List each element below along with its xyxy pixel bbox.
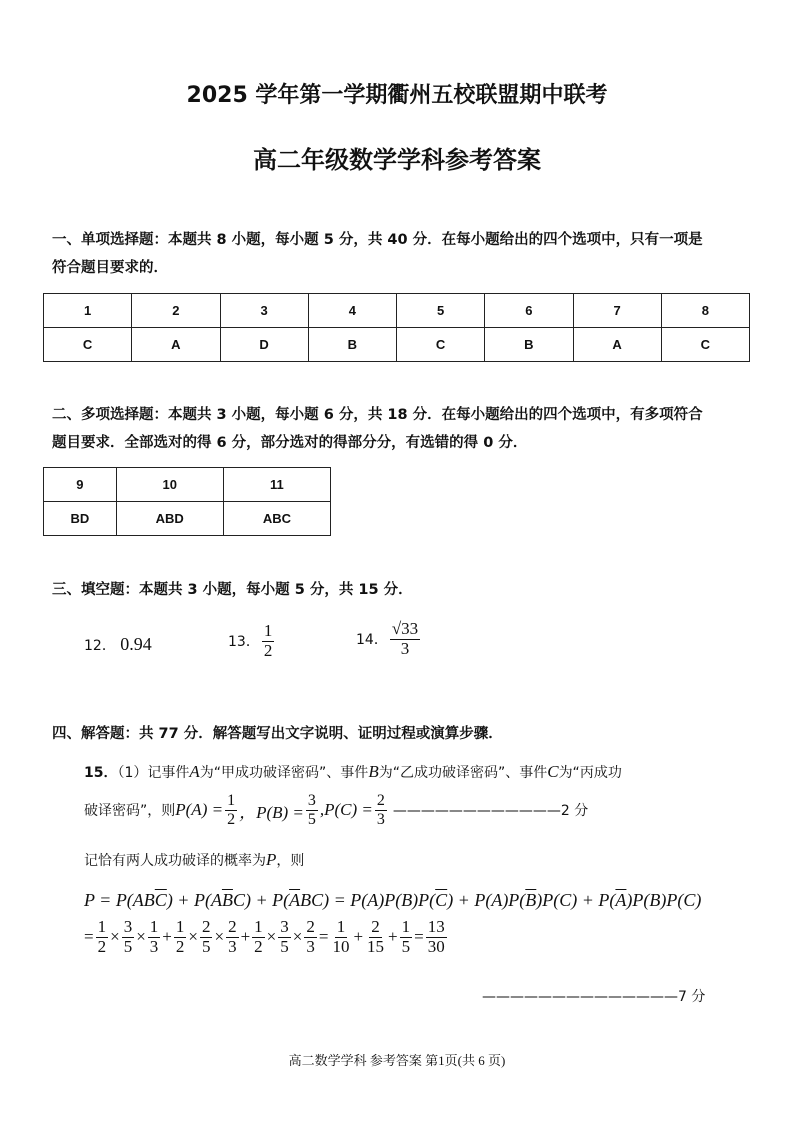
question-label: 12． [84, 638, 116, 654]
text: 为“甲成功破译密码”、事件 [199, 765, 369, 781]
answer-cell: A [132, 328, 220, 362]
q15-line3 [84, 850, 304, 870]
answer-cell: BD [44, 502, 117, 536]
pa-expr: P(A) = [175, 800, 224, 820]
answer-cell: ABC [223, 502, 330, 536]
numerator: 1 [263, 621, 273, 640]
table-row [44, 468, 331, 502]
fraction [306, 792, 318, 828]
pb-expr: ，P(B) = [239, 802, 304, 822]
text: 记事件 [147, 765, 190, 781]
part-label: （1） [117, 765, 148, 781]
answer-value: 0.94 [120, 634, 152, 654]
text: ，则 [276, 853, 305, 869]
q15-line1 [84, 762, 764, 782]
question-label: 14． [356, 632, 388, 649]
document-title: 2025 学年第一学期衢州五校联盟期中联考 [186, 83, 608, 108]
section1-heading-line1: 一、单项选择题：本题共 8 小题，每小题 5 分，共 40 分．在每小题给出的四个选项中，只有一项是 [52, 232, 703, 248]
section3-heading: 三、填空题：本题共 3 小题，每小题 5 分，共 15 分． [52, 582, 413, 598]
answer-14 [356, 620, 422, 658]
question-label: 13． [228, 634, 260, 651]
page-footer: 高二数学学科 参考答案 第1页(共 6 页) [288, 1053, 506, 1068]
fraction [262, 622, 275, 660]
text: 记恰有两人成功破译的概率为 [84, 853, 266, 869]
answer-cell: D [220, 328, 308, 362]
score-marker: ——————————————7 分 [482, 989, 706, 1005]
event-c: C [547, 762, 559, 781]
question-number: 3 [220, 294, 308, 328]
section2-heading-line1: 二、多项选择题：本题共 3 小题，每小题 6 分，共 18 分．在每小题给出的四个选项中，有多项符合 [52, 407, 703, 423]
denominator: 3 [376, 810, 385, 828]
section1-heading [52, 226, 752, 282]
denominator: 5 [307, 810, 316, 828]
answer-cell: C [661, 328, 749, 362]
single-choice-answer-table [43, 293, 750, 362]
answer-12 [84, 634, 152, 655]
numerator: 3 [307, 792, 316, 809]
answer-cell: A [573, 328, 661, 362]
question-number: 10 [116, 468, 223, 502]
question-number: 6 [485, 294, 573, 328]
section4-heading: 四、解答题：共 77 分．解答题写出文字说明、证明过程或演算步骤． [52, 726, 503, 742]
question-number: 11 [223, 468, 330, 502]
question-number: 8 [661, 294, 749, 328]
question-number: 5 [397, 294, 485, 328]
section1-heading-line2: 符合题目要求的． [52, 260, 168, 276]
event-a: A [189, 762, 200, 781]
probability-equation-line2: = $\frac{1}{2}$ × $\frac{3}{5}$ × $\frac{1}{3}$ + $\frac{1}{2}$ × $\frac{2}{5}$ × $\frac{2}{3}$ + $\frac{1}{2}$ × $\frac{3}{5}$ × $\frac{2}{3}$ = $\frac{1}{10}$ + $\frac{2}{15}$ + $\frac{1}{5}$ = $\frac{13}{30}$ [84, 917, 445, 956]
probability-equation-line1: $P = P(AB\overline{C}) + P(A\overline{B}C) + P(\overline{A}BC) = P(A)P(B)P(\overline{C}) + P(A)P(\overline{B})P(C) + P(\overline{A})P(B)P(C)$ [84, 890, 702, 910]
text: 为“丙成功 [558, 765, 622, 781]
section2-heading-line2: 题目要求．全部选对的得 6 分，部分选对的得部分分，有选错的得 0 分． [52, 435, 528, 451]
score-marker: ————————————2 分 [392, 803, 589, 820]
denominator: 2 [227, 810, 236, 828]
question-number: 7 [573, 294, 661, 328]
text: 破译密码”，则 [84, 803, 176, 820]
fraction [375, 792, 387, 828]
question-number: 2 [132, 294, 220, 328]
pc-expr: ,P(C) = [319, 800, 373, 820]
fraction [390, 620, 420, 658]
event-b: B [368, 762, 379, 781]
table-row [44, 294, 750, 328]
answer-cell: ABD [116, 502, 223, 536]
numerator: √33 [391, 619, 419, 638]
answer-cell: B [308, 328, 396, 362]
denominator: 3 [400, 638, 410, 658]
answer-cell: C [44, 328, 132, 362]
question-number: 4 [308, 294, 396, 328]
answer-13 [228, 622, 276, 660]
answer-cell: C [397, 328, 485, 362]
question-number: 9 [44, 468, 117, 502]
text: 为“乙成功破译密码”、事件 [378, 765, 548, 781]
variable-p: P [266, 850, 277, 869]
fraction [225, 792, 237, 828]
denominator: 2 [263, 640, 273, 660]
question-number: 1 [44, 294, 132, 328]
answer-cell: B [485, 328, 573, 362]
multi-choice-answer-table [43, 467, 331, 536]
numerator: 2 [376, 792, 385, 809]
table-row [44, 328, 750, 362]
q15-line2 [84, 792, 588, 828]
question-label: 15． [84, 765, 118, 781]
numerator: 1 [227, 792, 236, 809]
table-row [44, 502, 331, 536]
document-subtitle: 高二年级数学学科参考答案 [253, 146, 541, 174]
section2-heading [52, 401, 752, 457]
